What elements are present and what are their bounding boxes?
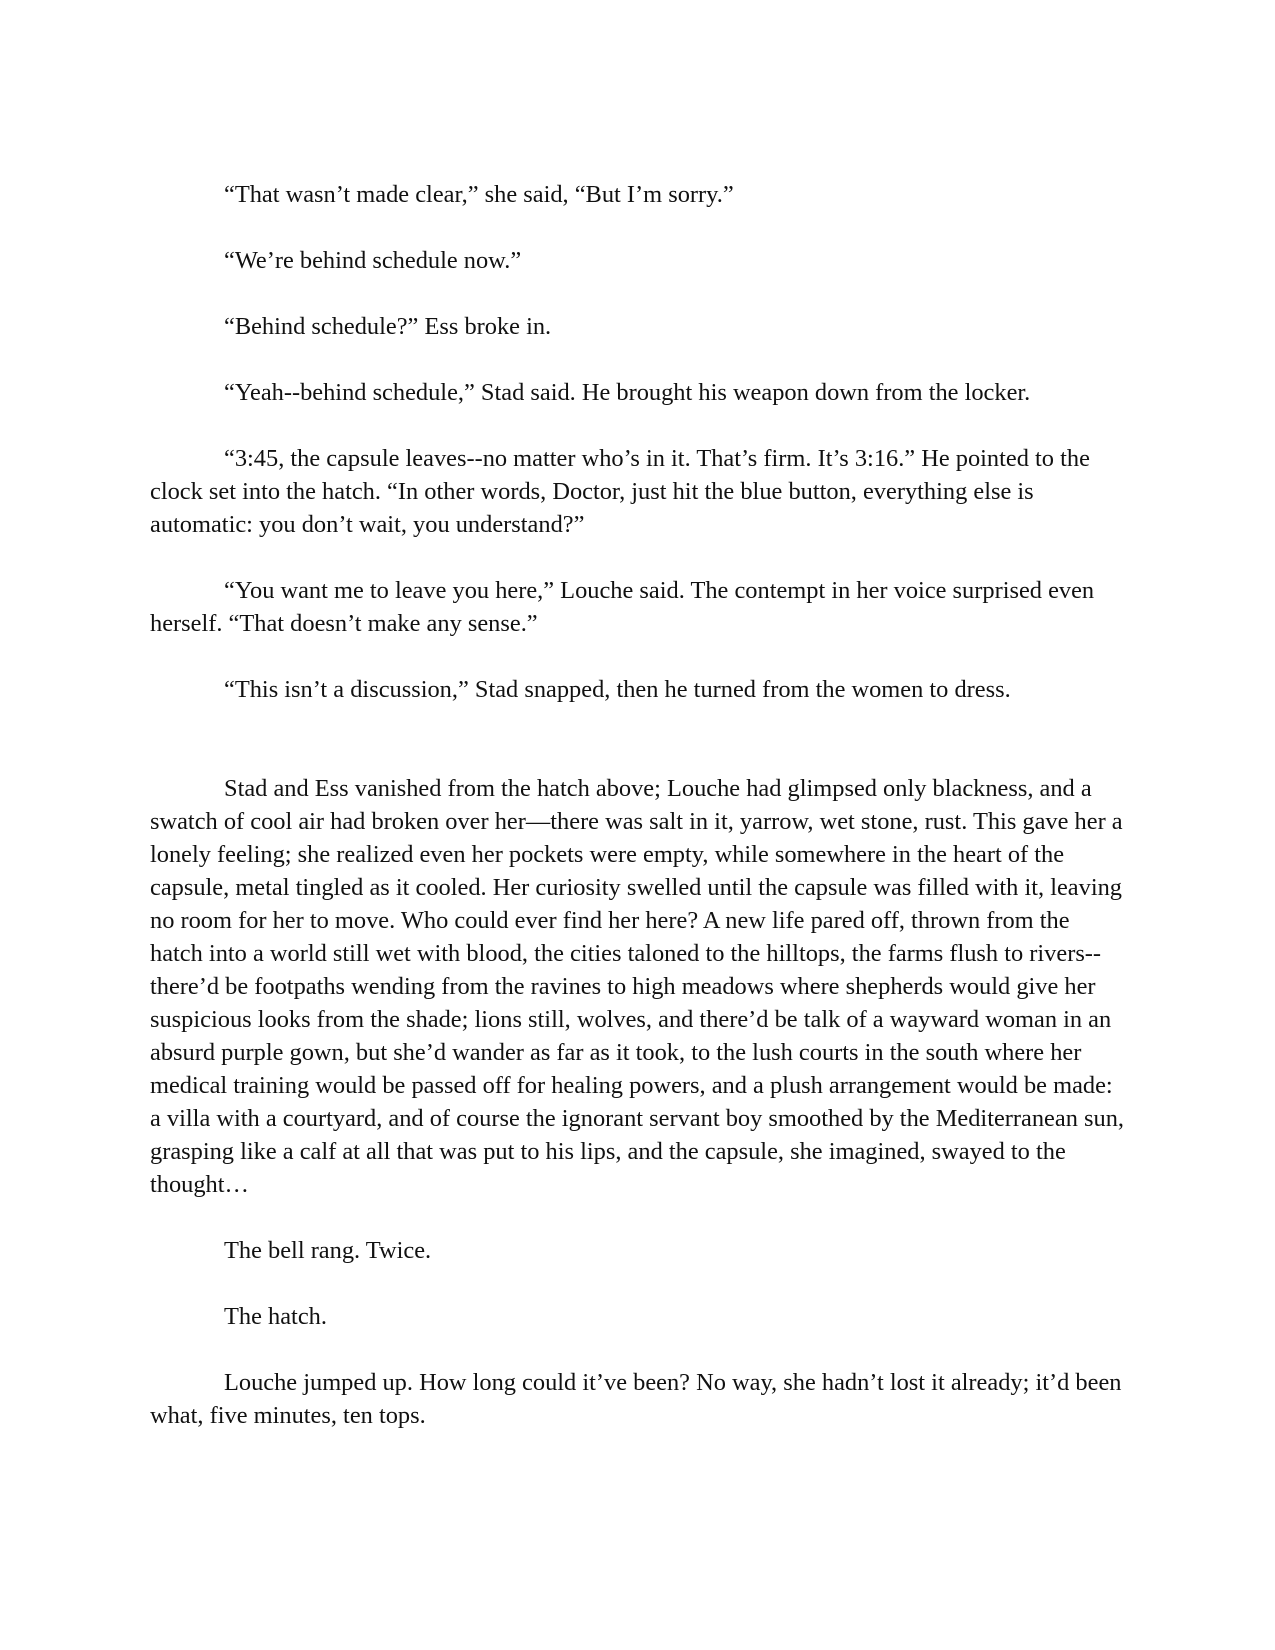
paragraph-8: Stad and Ess vanished from the hatch above; Louche had glimpsed only blackness, and a swatch of cool air had broken over her—there was salt in it, yarrow, wet stone, rust. This gave her a lonely feeling; she realized even her pockets were empty, while somewhere in the heart of the capsule, metal tingled as it cooled. Her curiosity swelled until the capsule was filled with it, leaving no room for her to move. Who could ever find her here? A new life pared off, thrown from the hatch into a world still wet with blood, the cities taloned to the hilltops, the farms flush to rivers--there’d be footpaths wending from the ravines to high meadows where shepherds would give her suspicious looks from the shade; lions still, wolves, and there’d be talk of a wayward woman in an absurd purple gown, but she’d wander as far as it took, to the lush courts in the south where her medical training would be passed off for healing powers, and a plush arrangement would be made: a villa with a courtyard, and of course the ignorant servant boy smoothed by the Mediterranean sun, grasping like a calf at all that was put to his lips, and the capsule, she imagined, swayed to the thought…	[150, 775, 1124, 1198]
paragraph-5: “3:45, the capsule leaves--no matter who’s in it. That’s firm. It’s 3:16.” He pointed to the clock set into the hatch. “In other words, Doctor, just hit the blue button, everything else is automatic: you don’t wait, you understand?”	[150, 445, 1090, 538]
paragraph-7: “This isn’t a discussion,” Stad snapped, then he turned from the women to dress.	[224, 676, 1011, 703]
paragraph-4: “Yeah--behind schedule,” Stad said. He brought his weapon down from the locker.	[224, 379, 1031, 406]
paragraph-1: “That wasn’t made clear,” she said, “But I’m sorry.”	[224, 181, 734, 208]
paragraph-6: “You want me to leave you here,” Louche said. The contempt in her voice surprised even herself. “That doesn’t make any sense.”	[150, 577, 1095, 637]
scene-break	[150, 739, 1126, 772]
paragraph-9: The bell rang. Twice.	[224, 1237, 432, 1264]
paragraph-10: The hatch.	[224, 1303, 327, 1330]
paragraph-3: “Behind schedule?” Ess broke in.	[224, 313, 552, 340]
paragraph-2: “We’re behind schedule now.”	[224, 247, 522, 274]
paragraph-11: Louche jumped up. How long could it’ve been? No way, she hadn’t lost it already; it’d been what, five minutes, ten tops.	[150, 1369, 1122, 1429]
manuscript-body	[150, 178, 1126, 1465]
